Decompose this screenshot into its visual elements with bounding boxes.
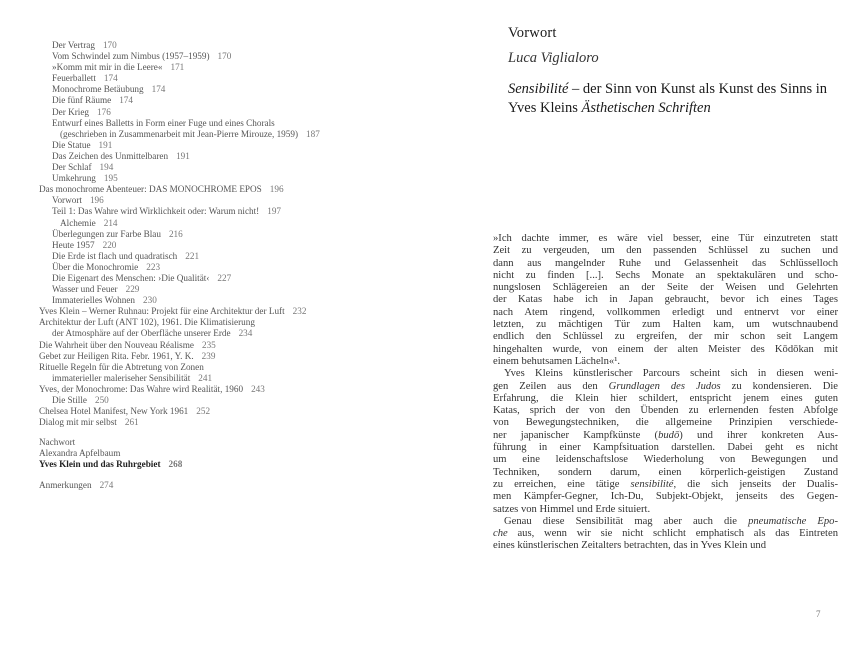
toc-entry xyxy=(39,328,419,339)
toc-entry xyxy=(39,351,419,362)
table-of-contents xyxy=(39,40,419,491)
toc-entry-page: 187 xyxy=(306,128,320,139)
toc-entry-page: 243 xyxy=(251,383,265,394)
toc-entry xyxy=(39,51,419,62)
body-line: zu erreichen, eine tätige sensibilité, die sich jenseits der Dualis- xyxy=(493,478,838,490)
body-line: ner japanischer Kampfkünste (budō) und ihrer konkreten Aus- xyxy=(493,429,838,441)
toc-entry-title: Monochrome Betäubung xyxy=(52,84,144,95)
body-line: men Kämpfer-Gegner, Ich-Du, Subjekt-Objekt, jenseits des Gegen- xyxy=(493,491,838,503)
toc-entry-page: 196 xyxy=(269,184,284,195)
toc-entry-title: Über die Monochromie xyxy=(52,261,139,272)
toc-entry-title: Der Schlaf xyxy=(52,162,92,173)
body-line: gen Zeilen aus den Grundlagen des Judos zu kondensieren. Die xyxy=(493,380,838,392)
toc-entry-page: 194 xyxy=(99,162,114,173)
toc-entry-page: 174 xyxy=(119,95,133,106)
toc-entry xyxy=(39,362,419,373)
body-line: nicht zu finden [...]. Sechs Monate an spektakulären und scho- xyxy=(493,269,838,281)
toc-entry xyxy=(39,295,419,306)
body-line: Yves Kleins künstlerischer Parcours scheint sich in diesen weni- xyxy=(504,368,838,380)
toc-entry xyxy=(39,459,419,470)
toc-entry xyxy=(39,240,419,251)
toc-entry-title: Heute 1957 xyxy=(52,239,95,250)
toc-entry-title: Dialog mit mir selbst xyxy=(39,417,117,428)
body-line: eines künstlerischen Zeitalters betrachten, das in Yves Klein und xyxy=(493,540,767,552)
body-line: Erfahrung, die Klein hier schildert, entspricht jenem eines guten xyxy=(493,392,838,404)
body-line: endlich den Schlüssel zu ergreifen, der mir schon seit Langem xyxy=(493,331,838,343)
toc-entry-title: Rituelle Regeln für die Abtretung von Zonen xyxy=(39,361,204,372)
toc-entry xyxy=(39,129,419,140)
body-line: führung in einer Kampfsituation darstellen. Dabei geht es nicht xyxy=(493,442,838,454)
toc-entry-page: 227 xyxy=(217,272,232,283)
toc-entry-title: Gebet zur Heiligen Rita. Febr. 1961, Y. K. xyxy=(39,350,194,361)
toc-entry xyxy=(39,173,419,184)
toc-entry xyxy=(39,395,419,406)
toc-entry-page: 196 xyxy=(89,195,104,206)
toc-entry-page: 239 xyxy=(201,350,216,361)
toc-entry-title: Yves, der Monochrome: Das Wahre wird Realität, 1960 xyxy=(39,383,244,394)
toc-entry-page: 274 xyxy=(99,479,114,490)
toc-entry-title: Die Statue xyxy=(52,139,91,150)
toc-entry-title: Die Wahrheit über den Nouveau Réalisme xyxy=(39,339,194,350)
toc-entry-title: Anmerkungen xyxy=(39,479,92,490)
toc-entry xyxy=(39,273,419,284)
toc-entry-page: 170 xyxy=(217,51,232,62)
body-line: dann aus mangelnder Ruhe und Gelassenheit das Schlüsselloch xyxy=(493,257,838,269)
toc-entry-page: 197 xyxy=(267,206,282,217)
toc-entry-page: 221 xyxy=(185,250,200,261)
toc-entry-title: Das monochrome Abenteuer: DAS MONOCHROME EPOS xyxy=(39,184,262,195)
body-line: hingehalten wurde, von einem der alten Meister des Kōdōkan mit xyxy=(493,343,838,355)
toc-spacer xyxy=(39,428,419,437)
toc-entry xyxy=(39,284,419,295)
toc-entry xyxy=(39,84,419,95)
body-line: satzes von Himmel und Erde situiert. xyxy=(493,503,651,515)
chapter-author: Luca Viglialoro xyxy=(508,50,599,66)
page-number: 7 xyxy=(816,609,821,619)
subtitle-italic-2: Ästhetischen Schriften xyxy=(581,100,711,116)
toc-entry xyxy=(39,118,419,129)
toc-entry xyxy=(39,40,419,51)
toc-entry-page: 250 xyxy=(94,395,109,405)
body-text xyxy=(493,233,838,553)
toc-entry xyxy=(39,73,419,84)
toc-entry xyxy=(39,448,419,459)
toc-entry xyxy=(39,306,419,317)
toc-entry-page: 170 xyxy=(102,40,117,50)
body-line: um eine leidenschaftslose Wiederholung von Bewegungen und xyxy=(493,454,838,466)
toc-entry-title: Architektur der Luft (ANT 102), 1961. Die Klimatisierung xyxy=(39,317,255,328)
toc-entry xyxy=(39,218,419,229)
toc-entry-title: Alexandra Apfelbaum xyxy=(39,448,121,459)
toc-entry-page: 261 xyxy=(124,417,139,428)
body-line: che aus, wenn wir sie nicht schlicht emphatisch als das Eintreten xyxy=(493,528,838,540)
toc-entry-page: 268 xyxy=(168,459,183,470)
toc-entry xyxy=(39,437,419,448)
body-line: nach Atem ringend, vollkommen erledigt und entnervt vor einer xyxy=(493,306,838,318)
toc-entry-title: Entwurf eines Balletts in Form einer Fuge und eines Chorals xyxy=(52,117,275,128)
toc-entry-title: Yves Klein und das Ruhrgebiet xyxy=(39,459,161,470)
chapter-heading: Vorwort xyxy=(508,25,557,41)
body-line: Techniken, sondern darum, einen körperlich-geistigen Zustand xyxy=(493,466,838,478)
toc-entry-title: Die Eigenart des Menschen: ›Die Qualität‹ xyxy=(52,272,210,283)
toc-entry-title: Feuerballett xyxy=(52,73,96,84)
body-line: der Katas habe ich in Japan gebraucht, bevor ich eines Tages xyxy=(493,294,838,306)
toc-entry-page: 235 xyxy=(201,339,216,350)
toc-entry xyxy=(39,95,419,106)
toc-entry xyxy=(39,229,419,240)
toc-entry-title: »Komm mit mir in die Leere« xyxy=(52,62,163,73)
toc-entry-page: 195 xyxy=(103,173,118,184)
toc-entry-title: Vorwort xyxy=(52,195,82,206)
toc-entry-title: (geschrieben in Zusammenarbeit mit Jean-Pierre Mirouze, 1959) xyxy=(60,128,299,139)
toc-entry-title: Das Zeichen des Unmittelbaren xyxy=(52,150,169,161)
toc-entry-title: der Atmosphäre auf der Oberfläche unserer Erde xyxy=(52,328,231,339)
body-line: nungslosen Schlägereien an der Seite der Weisen und Gelehrten xyxy=(493,282,838,294)
toc-entry-page: 252 xyxy=(196,406,211,417)
toc-entry-title: immaterieller maleriseher Sensibilität xyxy=(52,372,191,383)
body-line: einem behutsamen Lächeln«¹. xyxy=(493,355,621,367)
body-line: von Bewegungstechniken, die allgemeine Prinzipien verschiede- xyxy=(493,417,838,429)
toc-entry-page: 232 xyxy=(292,306,307,317)
body-line: letzten, zu mächtigen Tür zum Halten kam, um wutschnaubend xyxy=(493,319,838,331)
toc-entry-page: 241 xyxy=(198,372,213,383)
toc-entry xyxy=(39,480,419,491)
body-line: Zeit zu vergeuden, um den passenden Schlüssel zu suchen und xyxy=(493,245,838,257)
toc-entry-page: 229 xyxy=(125,284,140,295)
toc-entry xyxy=(39,317,419,328)
toc-entry xyxy=(39,406,419,417)
toc-entry-title: Alchemie xyxy=(60,217,96,228)
toc-entry-page: 216 xyxy=(168,228,183,239)
toc-entry-page: 176 xyxy=(97,106,111,117)
toc-entry xyxy=(39,206,419,217)
toc-entry xyxy=(39,107,419,118)
toc-spacer xyxy=(39,471,419,480)
body-line: »Ich dachte immer, es wäre viel besser, eine Tür einzutreten statt xyxy=(493,233,838,244)
toc-entry-title: Überlegungen zur Farbe Blau xyxy=(52,228,161,239)
toc-entry xyxy=(39,62,419,73)
toc-entry xyxy=(39,140,419,151)
toc-entry-title: Umkehrung xyxy=(52,173,96,184)
toc-entry-title: Immaterielles Wohnen xyxy=(52,295,136,306)
toc-entry-title: Der Vertrag xyxy=(52,40,95,50)
toc-entry-title: Chelsea Hotel Manifest, New York 1961 xyxy=(39,406,189,417)
toc-entry xyxy=(39,417,419,428)
toc-entry-title: Die Erde ist flach und quadratisch xyxy=(52,250,178,261)
toc-entry-page: 174 xyxy=(151,84,166,95)
toc-entry-page: 214 xyxy=(103,217,118,228)
toc-entry-page: 171 xyxy=(170,62,185,73)
body-line: Genau diese Sensibilität mag aber auch die pneumatische Epo- xyxy=(504,515,838,527)
toc-entry xyxy=(39,184,419,195)
toc-entry-page: 234 xyxy=(238,328,253,339)
toc-entry-title: Der Krieg xyxy=(52,106,89,117)
toc-entry xyxy=(39,151,419,162)
toc-entry xyxy=(39,373,419,384)
chapter-subtitle xyxy=(508,80,844,118)
subtitle-plain: – der Sinn von Kunst als Kunst des Sinns in Yves Kleins xyxy=(508,81,828,116)
toc-entry-title: Vom Schwindel zum Nimbus (1957–1959) xyxy=(52,51,210,62)
body-line: Katas, sprich der von den Übenden zu erlernenden festen Abfolge xyxy=(493,405,838,417)
toc-entry xyxy=(39,195,419,206)
toc-entry-title: Die Stille xyxy=(52,395,87,405)
toc-entry-page: 220 xyxy=(102,239,117,250)
toc-entry-title: Wasser und Feuer xyxy=(52,284,118,295)
subtitle-italic-1: Sensibilité xyxy=(508,81,569,97)
toc-entry-title: Die fünf Räume xyxy=(52,95,112,106)
toc-entry-title: Nachwort xyxy=(39,437,76,448)
toc-entry xyxy=(39,162,419,173)
toc-entry-page: 230 xyxy=(143,295,157,306)
toc-entry xyxy=(39,340,419,351)
toc-entry-page: 223 xyxy=(146,261,161,272)
toc-entry-page: 174 xyxy=(103,73,118,84)
toc-entry-page: 191 xyxy=(176,150,190,161)
toc-entry xyxy=(39,384,419,395)
toc-entry xyxy=(39,262,419,273)
toc-entry xyxy=(39,251,419,262)
toc-entry-page: 191 xyxy=(98,139,113,150)
right-page xyxy=(432,0,864,648)
toc-entry-title: Teil 1: Das Wahre wird Wirklichkeit oder: Warum nicht! xyxy=(52,206,260,217)
toc-entry-title: Yves Klein – Werner Ruhnau: Projekt für eine Architektur der Luft xyxy=(39,306,285,317)
